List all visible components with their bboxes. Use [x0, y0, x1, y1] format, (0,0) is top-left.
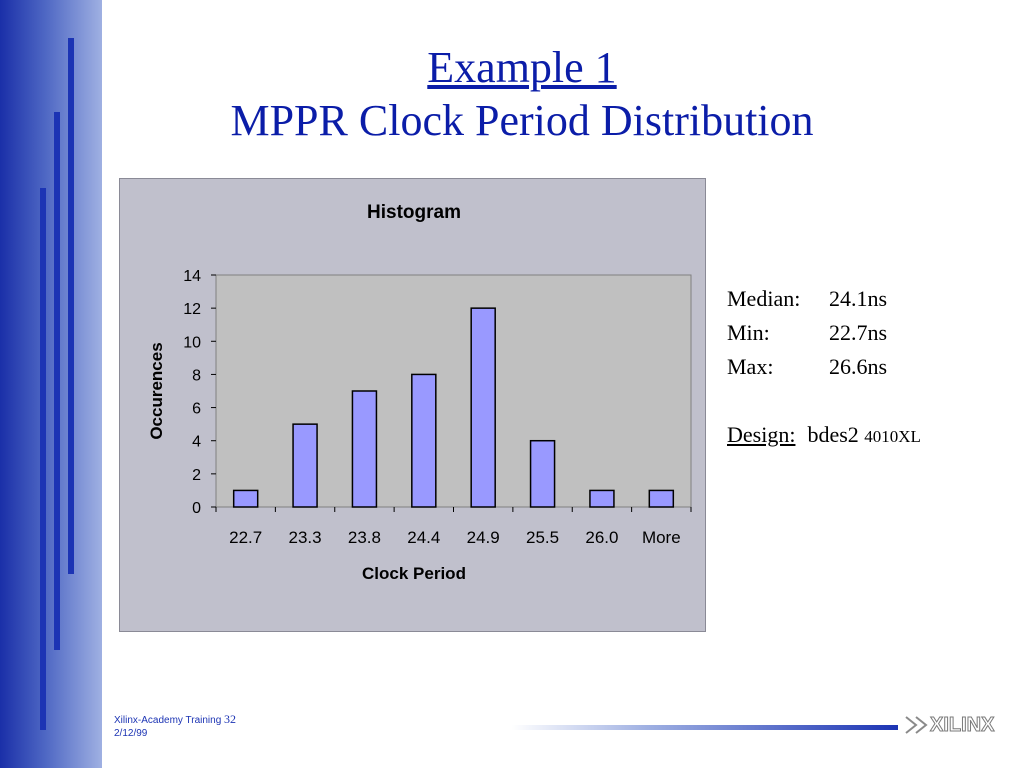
histogram-bar [649, 490, 673, 507]
plot-area [216, 275, 691, 507]
y-tick-label: 12 [183, 301, 201, 319]
y-axis [183, 268, 216, 517]
max-row [727, 350, 921, 384]
x-tick-label: 24.9 [466, 528, 500, 547]
x-axis [216, 507, 691, 547]
y-tick-label: 0 [192, 500, 201, 517]
y-tick-label: 8 [192, 367, 201, 385]
histogram-bar [293, 424, 317, 507]
median-value: 24.1ns [829, 286, 888, 311]
spacer-row [727, 384, 921, 418]
statistics-panel [727, 282, 921, 452]
histogram-bar [590, 490, 614, 507]
x-tick-label: 24.4 [407, 528, 441, 547]
histogram-bar [412, 374, 436, 507]
chart-title: Histogram [367, 202, 461, 223]
slide-title-text: Example 1 [427, 43, 617, 92]
x-tick-label: 25.5 [526, 528, 560, 547]
footer-divider [512, 725, 898, 730]
median-row [727, 282, 921, 316]
decorative-stripe [54, 112, 60, 650]
min-row [727, 316, 921, 350]
x-tick-label: 26.0 [585, 528, 619, 547]
decorative-stripe [40, 188, 46, 730]
histogram-bar [471, 308, 495, 507]
chart-svg [120, 179, 707, 633]
min-value: 22.7ns [829, 320, 888, 345]
min-label: Min: [727, 320, 770, 345]
y-tick-label: 10 [183, 334, 201, 352]
histogram-bar [234, 490, 258, 507]
max-label: Max: [727, 354, 774, 379]
y-tick-label: 14 [183, 268, 201, 285]
footer-course: Xilinx-Academy Training [114, 715, 222, 726]
page-number: 32 [224, 712, 237, 726]
slide-subtitle: MPPR Clock Period Distribution [230, 96, 814, 145]
footer-date: 2/12/99 [114, 728, 148, 739]
median-label: Median: [727, 286, 801, 311]
xilinx-logo-text: XILINX [930, 714, 995, 736]
max-value: 26.6ns [829, 354, 888, 379]
design-row [727, 418, 921, 452]
y-tick-label: 6 [192, 400, 201, 418]
design-value: bdes2 [807, 422, 859, 447]
histogram-chart [119, 178, 706, 632]
x-tick-label: 22.7 [229, 528, 263, 547]
slide-title [0, 42, 1024, 94]
footer-course-line [114, 713, 236, 727]
x-tick-label: More [641, 528, 681, 547]
y-axis-label: Occurences [147, 342, 166, 440]
histogram-bar [352, 391, 376, 507]
footer [114, 713, 236, 740]
x-axis-label: Clock Period [362, 564, 466, 583]
x-tick-label: 23.3 [288, 528, 322, 547]
x-tick-label: 23.8 [347, 528, 381, 547]
histogram-bar [531, 441, 555, 507]
design-device: 4010XL [864, 427, 921, 446]
y-tick-label: 4 [192, 433, 201, 451]
design-label: Design: [727, 422, 796, 447]
y-tick-label: 2 [192, 466, 201, 484]
